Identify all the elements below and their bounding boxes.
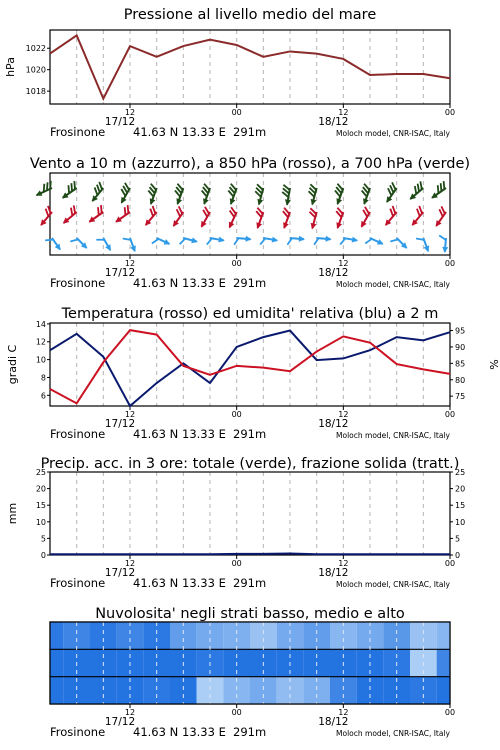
wind-barb: [355, 207, 374, 229]
location-lat: 41.63 N: [133, 725, 179, 739]
wind-arrowhead: [226, 222, 234, 230]
x-tick-label: 00: [444, 108, 456, 117]
location-alt: 291m: [233, 276, 267, 290]
wind-barb: [305, 208, 320, 230]
wind-barb: [280, 185, 293, 206]
y-tick-label: 25: [35, 468, 46, 477]
x-tick-label: 12: [124, 708, 136, 717]
y-axis-label: mm: [6, 502, 19, 525]
wind-barb: [96, 235, 113, 255]
y-tick-label: 0: [40, 551, 46, 560]
x-tick-label: 00: [444, 259, 456, 268]
y-tick-label: 5: [40, 534, 46, 544]
x-date-label: 17/12: [104, 567, 136, 579]
x-tick-label: 12: [338, 108, 349, 117]
wind-barb: [197, 184, 213, 206]
wind-arrowhead: [228, 198, 236, 206]
cloud-cell: [50, 622, 63, 649]
y2-tick-label: 0: [455, 551, 461, 560]
wind-barb: [305, 184, 320, 206]
wind-barb: [224, 184, 240, 206]
location-alt: 291m: [233, 125, 267, 139]
cloud-cell: [90, 622, 117, 649]
wind-arrowhead: [424, 245, 432, 253]
wind-arrowhead: [130, 245, 138, 253]
cloud-cell: [143, 622, 170, 649]
wind-arrowhead: [191, 237, 198, 244]
panel-title: Precip. acc. in 3 ore: totale (verde), frazione solida (tratt.): [40, 456, 460, 472]
wind-barb: [251, 208, 267, 230]
wind-feather: [123, 236, 131, 242]
wind-feather: [260, 238, 265, 246]
panel-title: Pressione al livello medio del mare: [123, 7, 377, 23]
location-lat: 41.63 N: [133, 427, 179, 441]
model-credit: Moloch model, CNR-ISAC, Italy: [336, 729, 450, 738]
model-credit: Moloch model, CNR-ISAC, Italy: [336, 129, 450, 138]
y-axis-label: hPa: [4, 57, 17, 77]
y2-tick-label: 15: [455, 501, 466, 511]
cloud-cell: [117, 622, 144, 649]
cloud-cell: [357, 622, 384, 649]
wind-barb: [115, 183, 134, 205]
cloud-cell: [410, 622, 437, 649]
cloud-cell: [63, 622, 90, 649]
y-tick-label: 6: [40, 391, 46, 401]
wind-barb: [365, 234, 385, 250]
wind-feather: [207, 238, 212, 246]
wind-barb: [152, 234, 172, 250]
wind-barb: [167, 206, 187, 228]
x-date-label: 17/12: [104, 716, 136, 728]
wind-barb: [430, 206, 450, 228]
x-tick-label: 00: [231, 559, 242, 568]
wind-arrowhead: [377, 239, 385, 247]
y-tick-label: 10: [35, 355, 46, 365]
wind-arrowhead: [334, 222, 342, 230]
wind-arrowhead: [358, 221, 366, 229]
wind-feather: [439, 235, 446, 240]
wind-barb: [144, 184, 160, 206]
wind-arrowhead: [256, 199, 263, 206]
x-tick-label: 00: [444, 708, 456, 717]
wind-arrowhead: [352, 237, 359, 244]
cloud-cell: [277, 622, 304, 649]
panel-title: Temperatura (rosso) ed umidita' relativa (blu) a 2 m: [61, 306, 439, 322]
wind-arrowhead: [272, 237, 279, 244]
wind-barb: [390, 234, 409, 253]
wind-arrowhead: [105, 244, 113, 252]
pressure-line: [50, 35, 450, 98]
wind-arrowhead: [118, 197, 126, 205]
wind-feather: [45, 236, 53, 243]
wind-barb: [406, 206, 427, 228]
wind-barb: [223, 207, 241, 229]
x-date-label: 18/12: [318, 267, 349, 279]
location-lon: 13.33 E: [182, 276, 226, 290]
panel-title: Nuvolosita' negli strati basso, medio e alto: [95, 606, 405, 622]
x-date-label: 17/12: [104, 418, 136, 430]
wind-arrowhead: [334, 198, 342, 206]
wind-arrowhead: [325, 236, 332, 243]
model-credit: Moloch model, CNR-ISAC, Italy: [336, 431, 450, 440]
location-name: Frosinone: [50, 125, 106, 139]
location-lon: 13.33 E: [182, 576, 226, 590]
wind-barb: [277, 208, 293, 230]
x-tick-label: 12: [124, 259, 136, 268]
wind-arrowhead: [34, 190, 42, 198]
wind-barb: [252, 184, 267, 206]
cloud-cell: [223, 622, 250, 649]
wind-barb: [357, 184, 373, 206]
wind-arrowhead: [198, 221, 206, 229]
x-date-label: 18/12: [318, 716, 349, 728]
model-credit: Moloch model, CNR-ISAC, Italy: [336, 280, 450, 289]
y2-tick-label: 10: [455, 517, 466, 527]
wind-barb: [86, 182, 107, 204]
humidity-line: [50, 331, 450, 406]
precip-line: [50, 554, 450, 555]
cloud-cell: [330, 622, 357, 649]
wind-barb: [33, 181, 55, 199]
x-date-label: 18/12: [318, 418, 349, 430]
x-tick-label: 12: [338, 410, 349, 419]
y-tick-label: 12: [35, 337, 46, 347]
x-tick-label: 00: [444, 410, 456, 419]
location-name: Frosinone: [50, 725, 106, 739]
y-tick-label: 10: [35, 517, 46, 527]
location-lon: 13.33 E: [182, 427, 226, 441]
x-date-label: 17/12: [104, 116, 136, 128]
cloud-cell: [50, 677, 63, 704]
x-tick-label: 12: [338, 559, 349, 568]
location-lat: 41.63 N: [133, 125, 179, 139]
x-date-label: 17/12: [104, 267, 136, 279]
x-tick-label: 12: [124, 108, 136, 117]
wind-arrowhead: [281, 222, 289, 230]
x-tick-label: 12: [338, 708, 349, 717]
cloud-cell: [437, 622, 450, 649]
cloud-cell: [303, 622, 330, 649]
x-tick-label: 00: [444, 559, 456, 568]
y2-tick-label: 5: [455, 534, 461, 544]
y-tick-label: 20: [35, 484, 46, 494]
y-tick-label: 15: [35, 501, 46, 511]
wind-barb: [314, 235, 332, 246]
y2-tick-label: 95: [455, 326, 466, 336]
y-tick-label: 14: [35, 319, 46, 329]
panel-title: Vento a 10 m (azzurro), a 850 hPa (rosso), a 700 hPa (verde): [29, 156, 471, 172]
cloud-cell: [437, 649, 450, 676]
x-tick-label: 12: [124, 559, 136, 568]
y-tick-label: 1018: [25, 87, 46, 97]
location-lon: 13.33 E: [182, 725, 226, 739]
wind-arrowhead: [361, 198, 369, 206]
location-alt: 291m: [233, 427, 267, 441]
wind-barb: [331, 184, 347, 206]
wind-feather: [180, 237, 186, 245]
cloud-cell: [383, 622, 410, 649]
wind-barb: [380, 206, 401, 228]
wind-barb: [45, 235, 63, 255]
location-name: Frosinone: [50, 276, 106, 290]
x-tick-label: 00: [231, 108, 242, 117]
y2-tick-label: 25: [455, 468, 466, 477]
wind-barb: [180, 235, 199, 249]
wind-feather: [416, 236, 424, 242]
wind-barb: [123, 235, 138, 254]
y2-tick-label: 85: [455, 359, 466, 369]
location-lat: 41.63 N: [133, 276, 179, 290]
y-tick-label: 1022: [25, 44, 46, 54]
wind-barb: [70, 234, 89, 253]
x-date-label: 18/12: [318, 567, 349, 579]
wind-barb: [35, 206, 56, 228]
wind-barb: [171, 184, 187, 206]
y2-tick-label: 20: [455, 484, 466, 494]
x-tick-label: 00: [231, 708, 242, 717]
x-date-label: 18/12: [318, 116, 349, 128]
x-tick-label: 00: [231, 259, 242, 268]
wind-barb: [234, 235, 252, 246]
plot-frame: [50, 30, 450, 104]
wind-arrowhead: [309, 199, 316, 206]
y-tick-label: 8: [40, 373, 46, 383]
y-axis-label: gradi C: [6, 344, 19, 385]
wind-arrowhead: [218, 237, 225, 244]
y2-tick-label: 90: [455, 342, 466, 352]
cloud-cell: [170, 622, 197, 649]
y2-tick-label: 75: [455, 392, 466, 402]
wind-barb: [438, 235, 449, 253]
cloud-cell: [50, 649, 63, 676]
plot-frame: [50, 173, 450, 255]
y-tick-label: 1020: [25, 65, 46, 75]
wind-barb: [416, 235, 431, 254]
wind-barb: [287, 235, 305, 246]
wind-barb: [427, 181, 449, 201]
cloud-cell: [197, 622, 224, 649]
wind-arrowhead: [164, 239, 172, 247]
model-credit: Moloch model, CNR-ISAC, Italy: [336, 580, 450, 589]
wind-arrowhead: [254, 222, 262, 230]
location-lat: 41.63 N: [133, 576, 179, 590]
y2-tick-label: 80: [455, 375, 466, 385]
location-name: Frosinone: [50, 576, 106, 590]
cloud-cell: [250, 622, 277, 649]
x-tick-label: 00: [231, 410, 242, 419]
plot-frame: [50, 472, 450, 555]
wind-barb: [381, 182, 401, 204]
location-lon: 13.33 E: [182, 125, 226, 139]
wind-arrowhead: [174, 198, 182, 206]
wind-barb: [331, 208, 347, 230]
wind-arrowhead: [245, 236, 252, 243]
wind-arrowhead: [309, 223, 316, 230]
location-name: Frosinone: [50, 427, 106, 441]
y2-axis-label: %: [487, 359, 500, 370]
wind-barb: [140, 206, 161, 228]
cloud-cell: [437, 677, 450, 704]
wind-feather: [340, 238, 345, 246]
wind-arrowhead: [148, 198, 156, 206]
location-alt: 291m: [233, 725, 267, 739]
location-alt: 291m: [233, 576, 267, 590]
plot-frame: [50, 323, 450, 406]
wind-barb: [195, 207, 214, 229]
wind-arrowhead: [299, 236, 306, 243]
wind-arrowhead: [201, 198, 209, 206]
x-tick-label: 12: [338, 259, 349, 268]
x-tick-label: 12: [124, 410, 136, 419]
wind-arrowhead: [442, 247, 449, 254]
